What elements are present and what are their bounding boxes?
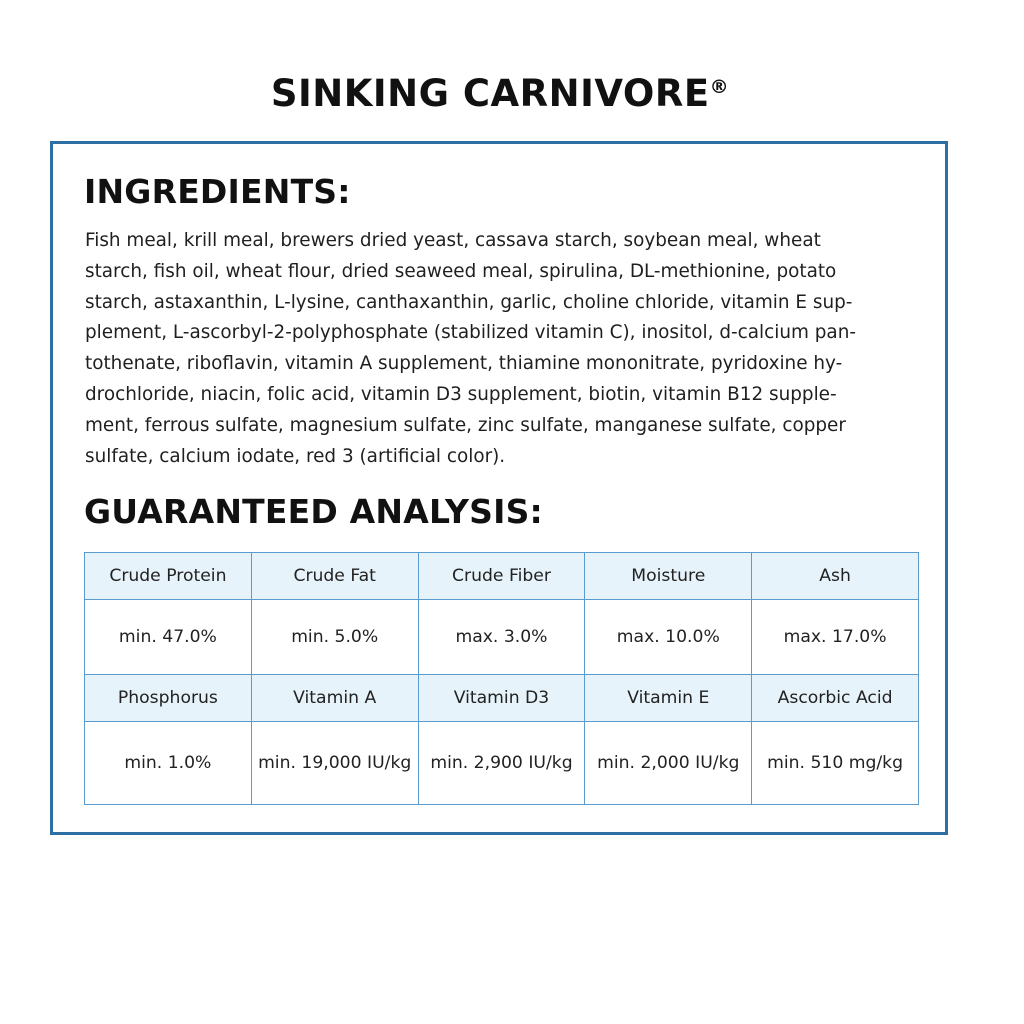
- ingredients-line: plement, L-ascorbyl-2-polyphosphate (stabilized vitamin C), inositol, d-calcium pan-: [85, 322, 856, 344]
- nutrient-value-cell: min. 5.0%: [251, 600, 418, 675]
- nutrient-label-cell: Vitamin D3: [418, 675, 585, 722]
- nutrient-value-cell: max. 17.0%: [752, 600, 919, 675]
- product-title: [0, 72, 1000, 115]
- ingredients-heading: INGREDIENTS:: [84, 172, 351, 211]
- table-value-row: [85, 722, 919, 805]
- ingredients-text: [85, 226, 925, 472]
- table-header-row: [85, 675, 919, 722]
- nutrient-value-cell: min. 2,900 IU/kg: [418, 722, 585, 805]
- nutrient-label-cell: Ash: [752, 553, 919, 600]
- nutrient-label-cell: Phosphorus: [85, 675, 252, 722]
- analysis-heading: GUARANTEED ANALYSIS:: [84, 492, 543, 531]
- ingredients-line: ment, ferrous sulfate, magnesium sulfate, zinc sulfate, manganese sulfate, copper: [85, 414, 846, 436]
- table-value-row: [85, 600, 919, 675]
- nutrient-label-cell: Vitamin E: [585, 675, 752, 722]
- nutrient-value-cell: min. 47.0%: [85, 600, 252, 675]
- product-name: SINKING CARNIVORE: [270, 72, 710, 115]
- table-header-row: [85, 553, 919, 600]
- nutrient-value-cell: max. 10.0%: [585, 600, 752, 675]
- registered-mark: ®: [709, 76, 730, 98]
- nutrient-value-cell: min. 2,000 IU/kg: [585, 722, 752, 805]
- ingredients-line: tothenate, riboflavin, vitamin A supplement, thiamine mononitrate, pyridoxine hy-: [85, 353, 843, 375]
- nutrient-label-cell: Moisture: [585, 553, 752, 600]
- nutrient-value-cell: min. 510 mg/kg: [752, 722, 919, 805]
- nutrient-value-cell: min. 19,000 IU/kg: [251, 722, 418, 805]
- nutrient-label-cell: Crude Protein: [85, 553, 252, 600]
- nutrient-label-cell: Vitamin A: [251, 675, 418, 722]
- nutrient-label-cell: Ascorbic Acid: [752, 675, 919, 722]
- nutrient-value-cell: max. 3.0%: [418, 600, 585, 675]
- guaranteed-analysis-table: [84, 552, 919, 805]
- label-panel: [50, 141, 948, 835]
- ingredients-line: sulfate, calcium iodate, red 3 (artificial color).: [85, 445, 506, 467]
- ingredients-line: starch, fish oil, wheat flour, dried seaweed meal, spirulina, DL-methionine, potato: [85, 260, 837, 282]
- nutrient-value-cell: min. 1.0%: [85, 722, 252, 805]
- nutrient-label-cell: Crude Fiber: [418, 553, 585, 600]
- nutrient-label-cell: Crude Fat: [251, 553, 418, 600]
- ingredients-line: Fish meal, krill meal, brewers dried yeast, cassava starch, soybean meal, wheat: [85, 230, 821, 251]
- ingredients-line: starch, astaxanthin, L-lysine, canthaxanthin, garlic, choline chloride, vitamin E sup-: [85, 291, 853, 313]
- ingredients-line: drochloride, niacin, folic acid, vitamin D3 supplement, biotin, vitamin B12 supple-: [85, 383, 837, 405]
